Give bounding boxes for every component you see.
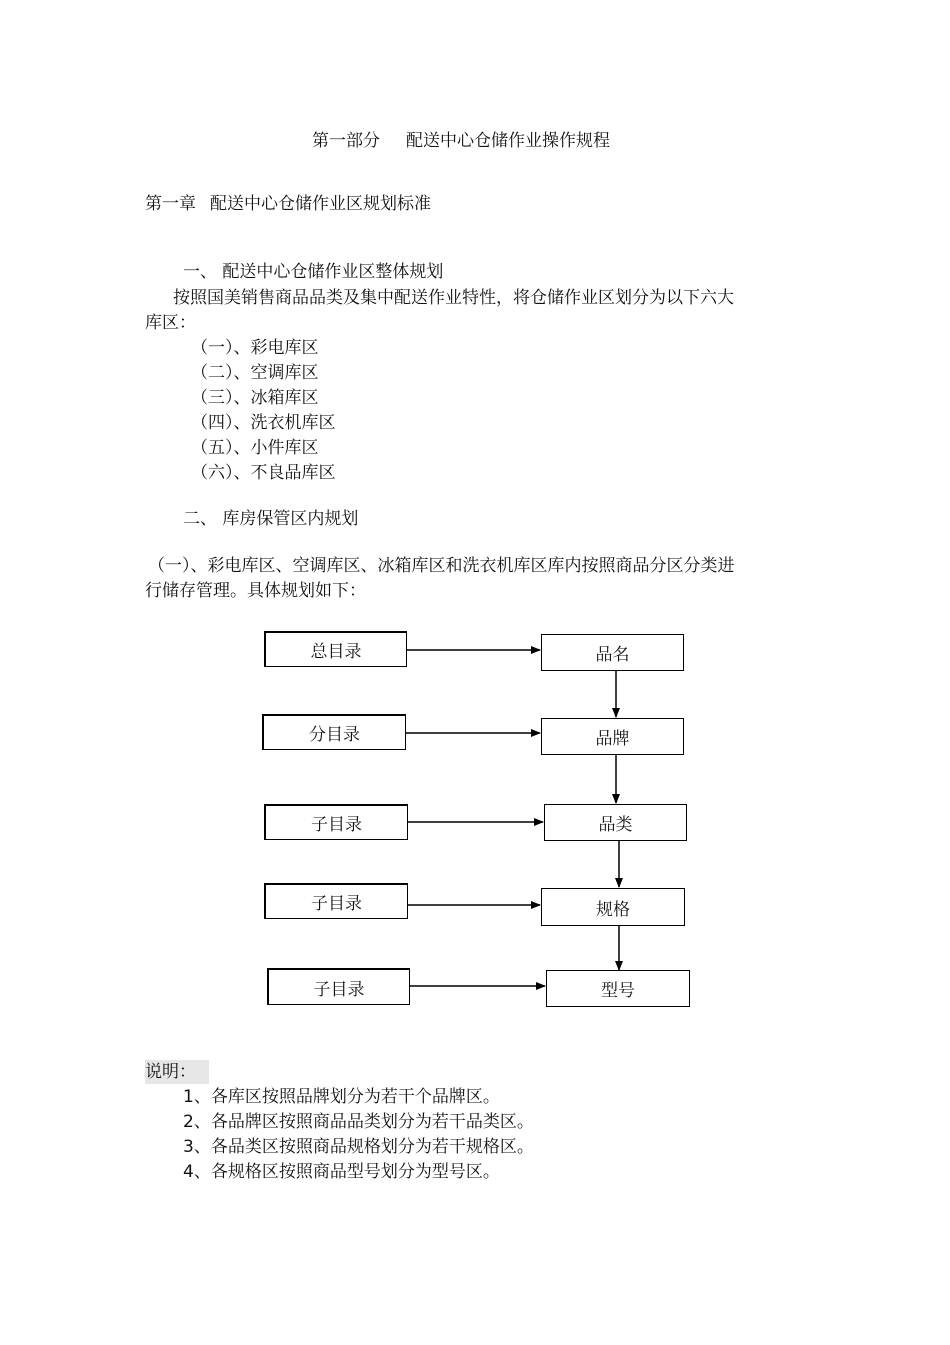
list-item: （六）、不良品库区 xyxy=(191,463,336,483)
diagram-box-child-catalog: 子目录 xyxy=(264,804,408,840)
section1-paragraph-line1: 按照国美销售商品品类及集中配送作业特性，将仓储作业区划分为以下六大 xyxy=(173,288,734,308)
list-item: （二）、空调库区 xyxy=(191,363,319,383)
section2-heading: 二、 库房保管区内规划 xyxy=(183,509,359,529)
list-item: （三）、冰箱库区 xyxy=(191,388,319,408)
diagram-box-category: 品类 xyxy=(544,804,687,841)
diagram-box-child-catalog: 子目录 xyxy=(264,883,408,919)
diagram-box-sub-catalog: 分目录 xyxy=(262,714,406,750)
list-item: （四）、洗衣机库区 xyxy=(191,413,336,433)
chapter-title-text: 配送中心仓储作业区规划标准 xyxy=(210,194,431,214)
section1-paragraph-line2: 库区： xyxy=(145,313,196,333)
part-label: 第一部分 xyxy=(312,131,380,151)
diagram-box-child-catalog: 子目录 xyxy=(267,968,410,1005)
note-item: 1、各库区按照品牌划分为若干个品牌区。 xyxy=(183,1087,500,1107)
diagram-box-total-catalog: 总目录 xyxy=(264,631,407,667)
note-item: 3、各品类区按照商品规格划分为若干规格区。 xyxy=(183,1137,534,1157)
part-title xyxy=(312,129,610,153)
part-title-text: 配送中心仓储作业操作规程 xyxy=(406,131,610,151)
diagram-box-specification: 规格 xyxy=(541,888,685,926)
list-item: （五）、小件库区 xyxy=(191,438,319,458)
note-item: 2、各品牌区按照商品品类划分为若干品类区。 xyxy=(183,1112,534,1132)
list-item: （一）、彩电库区 xyxy=(191,338,319,358)
chapter-title xyxy=(145,192,431,216)
section2-paragraph-line2: 行储存管理。具体规划如下： xyxy=(145,581,366,601)
section1-heading: 一、 配送中心仓储作业区整体规划 xyxy=(183,262,444,282)
notes-label: 说明： xyxy=(145,1060,209,1084)
diagram-box-product-name: 品名 xyxy=(541,634,684,671)
diagram-box-brand: 品牌 xyxy=(541,718,684,755)
diagram-box-model: 型号 xyxy=(546,970,690,1007)
chapter-label: 第一章 xyxy=(145,194,196,214)
note-item: 4、各规格区按照商品型号划分为型号区。 xyxy=(183,1162,500,1182)
section2-paragraph-line1: （一）、彩电库区、空调库区、冰箱库区和洗衣机库区库内按照商品分区分类进 xyxy=(148,556,735,576)
